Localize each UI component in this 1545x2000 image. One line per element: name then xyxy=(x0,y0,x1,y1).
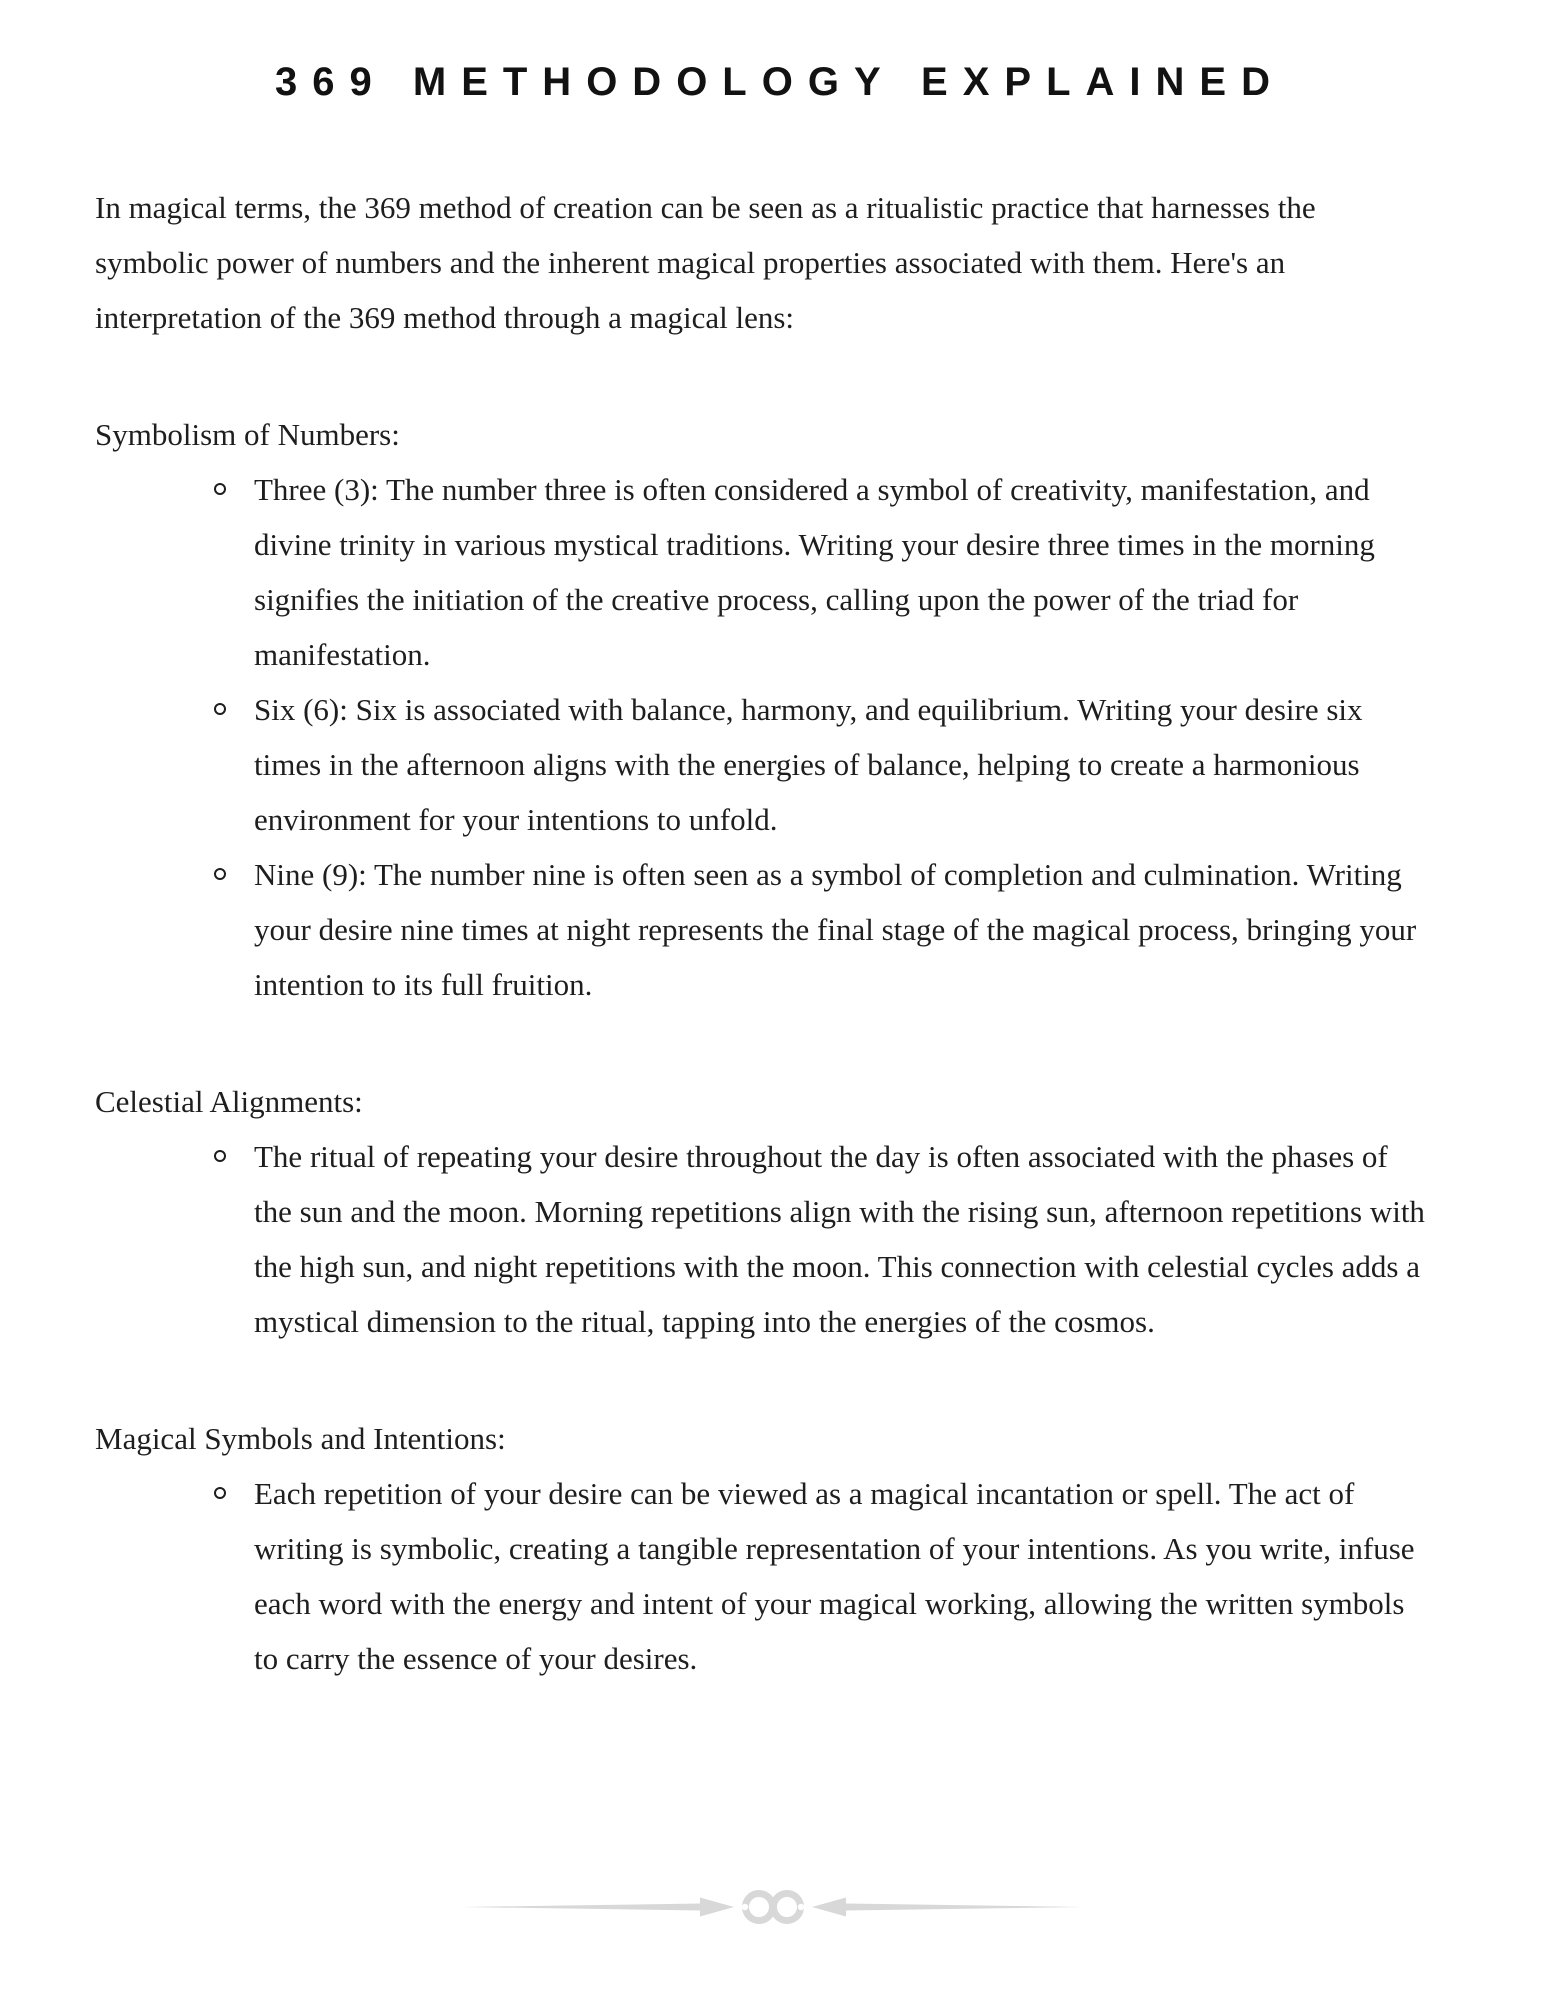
intro-paragraph: In magical terms, the 369 method of creation can be seen as a ritualistic practice that harnesses the symbolic power of numbers and the inherent magical properties associated with them. Here's an interpretation of the 369 method through a magical lens: xyxy=(95,190,1316,335)
page-title: 369 METHODOLOGY EXPLAINED xyxy=(275,60,1285,104)
section-heading-celestial-alignments: Celestial Alignments: xyxy=(95,1084,363,1119)
bullet-list-magical-symbols xyxy=(95,1466,1430,1686)
list-item: Three (3): The number three is often considered a symbol of creativity, manifestation, and divine trinity in various mystical traditions. Writing your desire three times in the morning signifies the initiation of the creative process, calling upon the power of the triad for manifestation. xyxy=(95,462,1430,682)
bullet-list-celestial xyxy=(95,1129,1430,1349)
section-heading-symbolism-of-numbers: Symbolism of Numbers: xyxy=(95,417,400,452)
infinity-knot-icon xyxy=(462,1884,1084,1930)
document-body xyxy=(0,180,1545,1686)
list-item: Each repetition of your desire can be viewed as a magical incantation or spell. The act of writing is symbolic, creating a tangible representation of your intentions. As you write, infuse each word with the energy and intent of your magical working, allowing the written symbols to carry the essence of your desires. xyxy=(95,1466,1430,1686)
list-item: Six (6): Six is associated with balance, harmony, and equilibrium. Writing your desire six times in the afternoon aligns with the energies of balance, helping to create a harmonious environment for your intentions to unfold. xyxy=(95,682,1430,847)
list-item: The ritual of repeating your desire throughout the day is often associated with the phases of the sun and the moon. Morning repetitions align with the rising sun, afternoon repetitions with the high sun, and night repetitions with the moon. This connection with celestial cycles adds a mystical dimension to the ritual, tapping into the energies of the cosmos. xyxy=(95,1129,1430,1349)
bullet-list-symbolism xyxy=(95,462,1430,1012)
section-heading-magical-symbols: Magical Symbols and Intentions: xyxy=(95,1421,506,1456)
footer-divider xyxy=(462,1884,1084,1930)
list-item: Nine (9): The number nine is often seen as a symbol of completion and culmination. Writing your desire nine times at night represents the final stage of the magical process, bringing your intention to its full fruition. xyxy=(95,847,1430,1012)
